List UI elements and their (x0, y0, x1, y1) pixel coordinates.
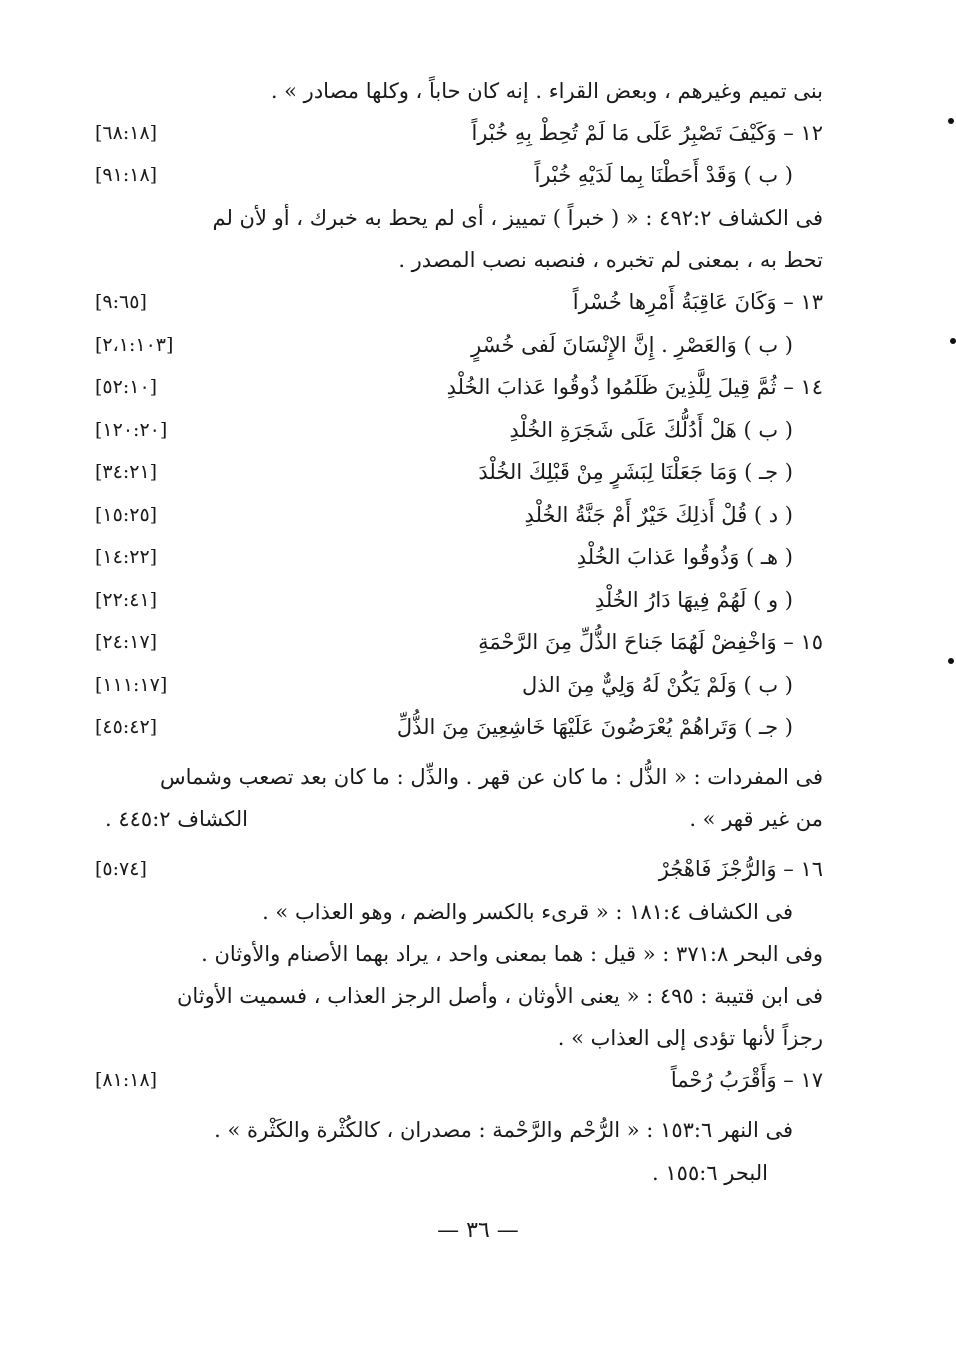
verse-16 (95, 848, 823, 890)
verse-14b (95, 409, 823, 451)
verse-ref: [٢٤:١٧] (95, 631, 158, 653)
commentary-line (95, 1152, 823, 1194)
verse-ref: [٤٥:٤٢] (95, 716, 158, 738)
verse-12b (95, 154, 823, 196)
verse-ref: [٨١:١٨] (95, 1069, 158, 1091)
line-text: وفى البحر ٣٧١:٨ : « قيل : هما بمعنى واحد ، يراد بهما الأصنام والأوثان . (201, 942, 823, 966)
line-text: ( د ) قُلْ أَذلِكَ خَيْرٌ أَمْ جَنَّةُ الخُلْدِ (524, 503, 793, 527)
verse-ref: [١١١:١٧] (95, 674, 168, 696)
verse-13b (95, 324, 823, 366)
line-text: ١٥ – وَاخْفِضْ لَهُمَا جَناحَ الذُّلِّ مِنَ الرَّحْمَةِ (478, 630, 823, 654)
verse-14 (95, 366, 823, 408)
commentary-line (95, 798, 823, 840)
verse-ref: [٢٢:٤١] (95, 589, 158, 611)
verse-ref: [٢،١:١٠٣] (95, 334, 174, 356)
line-ref: الكشاف ٤٤٥:٢ . (105, 807, 248, 831)
line-text: ( جـ ) وَمَا جَعَلْنَا لِبَشَرٍ مِنْ قَبْلِكَ الخُلْدَ (478, 460, 793, 484)
verse-14f (95, 579, 823, 621)
verse-ref: [٣٤:٢١] (95, 461, 158, 483)
commentary-line (95, 1017, 823, 1059)
line-text: ( ب ) هَلْ أَدُلُّكَ عَلَى شَجَرَةِ الخُلْدِ (509, 418, 793, 442)
line-text: فى المفردات : « الذُّل : ما كان عن قهر . والذِّل : ما كان بعد تصعب وشماس (160, 765, 823, 789)
commentary-line (95, 891, 823, 933)
line-text: ١٧ – وَأَقْرَبُ رُحْماً (670, 1068, 823, 1092)
verse-ref: [٥٢:١٠] (95, 376, 158, 398)
text-line-1 (95, 70, 823, 112)
verse-15c (95, 706, 823, 748)
commentary-line (95, 933, 823, 975)
margin-mark (948, 118, 954, 124)
verse-12 (95, 112, 823, 154)
line-text: ١٤ – ثُمَّ قِيلَ لِلَّذِينَ ظَلَمُوا ذُوقُوا عَذابَ الخُلْدِ (446, 375, 823, 399)
line-text: ( ب ) وَالعَصْرِ . إِنَّ الإِنْسَانَ لَفى خُسْرٍ (471, 333, 793, 357)
verse-ref: [٩:٦٥] (95, 291, 147, 313)
verse-15 (95, 621, 823, 663)
verse-ref: [٥:٧٤] (95, 858, 147, 880)
verse-15b (95, 664, 823, 706)
commentary-line (95, 197, 823, 239)
line-text: ( ب ) وَلَمْ يَكُنْ لَهُ وَلِيٌّ مِنَ الذل (522, 673, 793, 697)
verse-ref: [١٤:٢٢] (95, 546, 158, 568)
verse-ref: [١٢٠:٢٠] (95, 419, 168, 441)
verse-13 (95, 281, 823, 323)
verse-ref: [٩١:١٨] (95, 164, 158, 186)
line-text: تحط به ، بمعنى لم تخبره ، فنصبه نصب المصدر . (398, 248, 823, 272)
line-text: بنى تميم وغيرهم ، وبعض القراء . إنه كان حاباً ، وكلها مصادر » . (270, 79, 823, 103)
line-text: ( ب ) وَقَدْ أَحَطْنَا بِما لَدَيْهِ خُبْراً (534, 163, 793, 187)
line-text: فى الكشاف ١٨١:٤ : « قرىء بالكسر والضم ، وهو العذاب » . (262, 900, 793, 924)
verse-14c (95, 451, 823, 493)
line-text: ١٦ – وَالرُّجْزَ فَاهْجُرْ (658, 857, 823, 881)
verse-14e (95, 536, 823, 578)
line-text: فى الكشاف ٤٩٢:٢ : « ( خبراً ) تمييز ، أى لم يحط به خبرك ، أو لأن لم (212, 206, 823, 230)
line-text: ١٢ – وَكَيْفَ تَصْبِرُ عَلَى مَا لَمْ تُحِطْ بِهِ خُبْراً (471, 121, 823, 145)
commentary-line (95, 239, 823, 281)
line-text: رجزاً لأنها تؤدى إلى العذاب » . (557, 1026, 823, 1050)
line-text: ١٣ – وَكَانَ عَاقِبَةُ أَمْرِها خُسْراً (572, 290, 823, 314)
margin-mark (950, 338, 956, 344)
line-text: فى النهر ١٥٣:٦ : « الرُّحْم والرَّحْمة : مصدران ، كالكُثْرة والكَثْرة » . (214, 1118, 793, 1142)
page-number: — ٣٦ — (437, 1218, 519, 1243)
verse-17 (95, 1059, 823, 1101)
line-text: ( جـ ) وَتَراهُمْ يُعْرَضُونَ عَلَيْهَا خَاشِعِينَ مِنَ الذُّلِّ (396, 715, 793, 739)
line-text: ( و ) لَهُمْ فِيهَا دَارُ الخُلْدِ (594, 588, 793, 612)
line-text: ( هـ ) وَذُوقُوا عَذابَ الخُلْدِ (576, 545, 793, 569)
line-text: من غير قهر » . (689, 807, 823, 831)
line-text: البحر ١٥٥:٦ . (652, 1161, 768, 1185)
commentary-line (95, 975, 823, 1017)
verse-ref: [٦٨:١٨] (95, 122, 158, 144)
verse-14d (95, 494, 823, 536)
verse-ref: [١٥:٢٥] (95, 504, 158, 526)
commentary-line (95, 756, 823, 798)
commentary-line (95, 1109, 823, 1151)
margin-mark (948, 658, 954, 664)
line-text: فى ابن قتيبة : ٤٩٥ : « يعنى الأوثان ، وأصل الرجز العذاب ، فسميت الأوثان (176, 984, 823, 1008)
